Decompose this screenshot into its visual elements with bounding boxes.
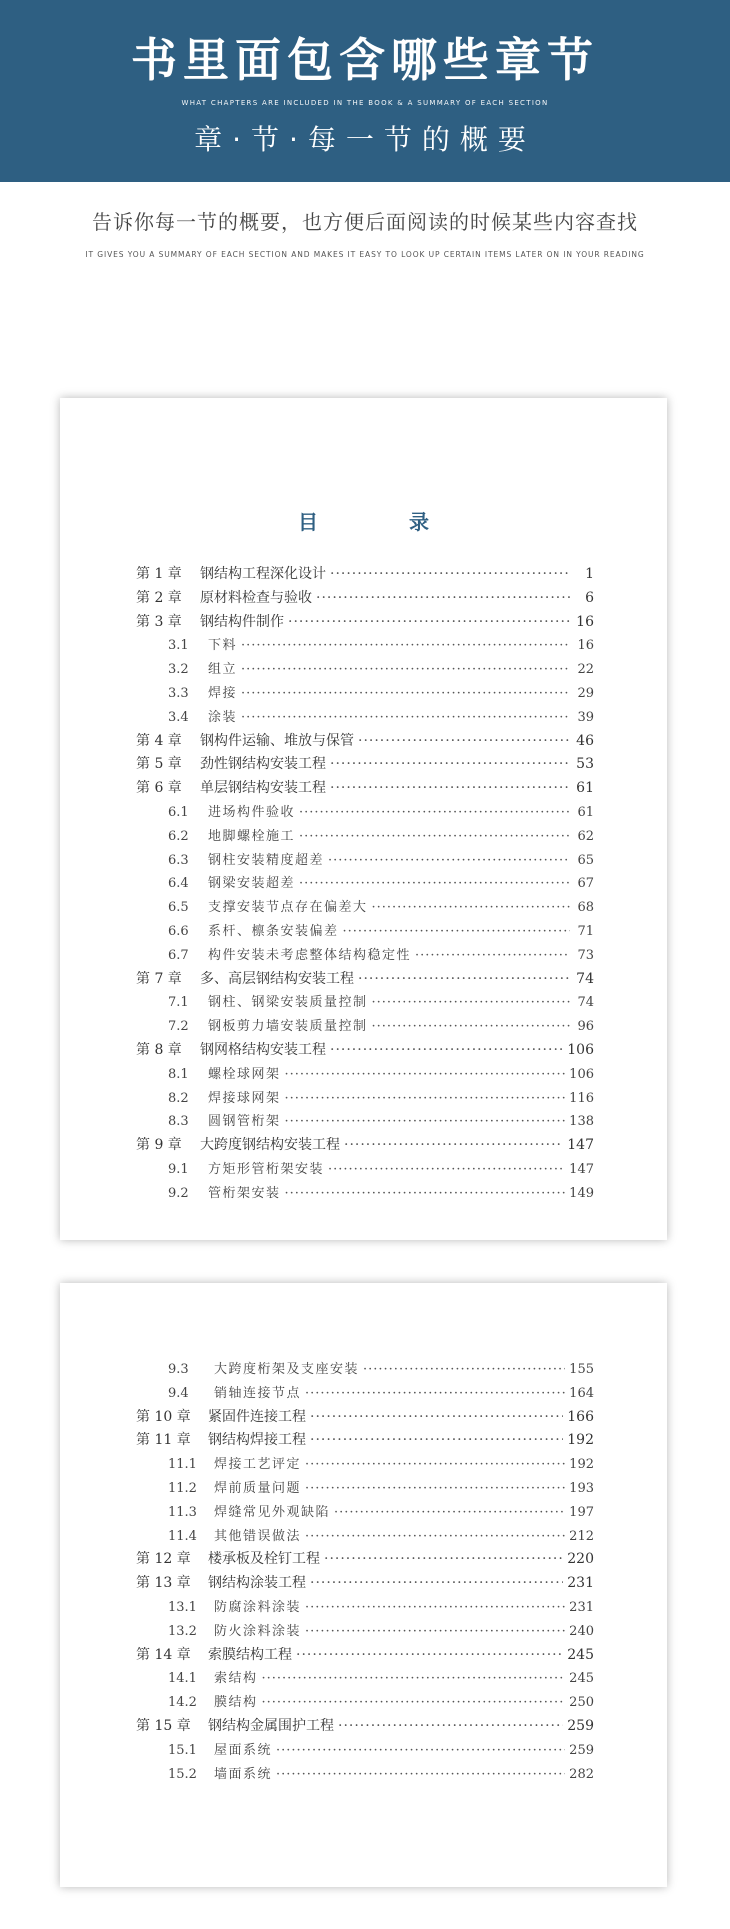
toc-entry-title: 支撑安装节点存在偏差大 [208,900,368,916]
toc-entry-number: 第 13 章 [136,1575,191,1592]
toc-chapter-entry [136,730,594,754]
toc-leader-dots [310,1572,563,1596]
toc-entry-page: 74 [576,970,594,987]
toc-chapter-entry [136,611,594,635]
toc-entry-title: 钢网格结构安装工程 [200,1041,326,1058]
toc-entry-page: 192 [569,1457,594,1473]
toc-chapter-entry [136,753,594,777]
banner-subtitle: 章·节·每一节的概要 [194,123,536,156]
toc-chapter-entry [136,1715,594,1739]
toc-entry-number: 13.2 [168,1623,197,1639]
toc-list [136,563,594,1206]
toc-entry-page: 245 [569,1671,594,1687]
toc-entry-number: 第 10 章 [136,1408,191,1425]
toc-leader-dots [310,1406,563,1430]
toc-entry-number: 14.2 [168,1695,197,1711]
toc-leader-dots [299,825,570,849]
toc-section-entry [136,1525,594,1549]
toc-entry-page: 116 [569,1090,594,1106]
toc-page-2 [60,1283,667,1887]
banner-title: 书里面包含哪些章节 [131,33,599,87]
toc-leader-dots [305,1453,565,1477]
toc-entry-title: 钢结构金属围护工程 [208,1717,334,1734]
toc-entry-page: 16 [576,613,594,630]
toc-entry-page: 96 [577,1019,594,1035]
toc-entry-page: 240 [569,1623,594,1639]
toc-leader-dots [330,563,570,587]
toc-entry-page: 46 [576,732,594,749]
toc-entry-number: 第 9 章 [136,1137,182,1154]
toc-entry-number: 15.1 [168,1742,197,1758]
toc-leader-dots [262,1667,566,1691]
toc-entry-title: 螺栓球网架 [208,1066,281,1082]
toc-chapter-entry [136,1039,594,1063]
toc-entry-page: 212 [569,1528,594,1544]
toc-entry-number: 6.4 [168,876,189,892]
toc-leader-dots [330,753,570,777]
toc-leader-dots [305,1596,565,1620]
toc-entry-title: 钢柱安装精度超差 [208,852,325,868]
toc-leader-dots [358,968,570,992]
toc-entry-title: 涂装 [208,709,238,725]
toc-entry-title: 焊接工艺评定 [214,1457,302,1473]
toc-entry-number: 14.1 [168,1671,197,1687]
toc-section-entry [136,658,594,682]
toc-entry-page: 73 [577,947,594,963]
toc-entry-title: 焊接 [208,685,238,701]
toc-entry-number: 第 12 章 [136,1551,191,1568]
toc-entry-page: 74 [577,995,594,1011]
toc-chapter-entry [136,1406,594,1430]
toc-section-entry [136,849,594,873]
toc-entry-page: 106 [567,1041,594,1058]
toc-section-entry [136,1158,594,1182]
toc-entry-number: 9.2 [168,1185,189,1201]
toc-section-entry [136,1063,594,1087]
toc-leader-dots [276,1739,565,1763]
toc-entry-title: 大跨度桁架及支座安装 [214,1362,360,1377]
toc-chapter-entry [136,1644,594,1668]
toc-section-entry [136,896,594,920]
header-banner [0,0,730,182]
toc-entry-page: 250 [569,1695,594,1711]
toc-section-entry [136,1087,594,1111]
toc-entry-page: 192 [567,1432,594,1449]
toc-entry-title: 其他错误做法 [214,1528,302,1544]
toc-leader-dots [372,1015,570,1039]
toc-leader-dots [241,658,570,682]
toc-entry-page: 259 [569,1742,594,1758]
toc-section-entry [136,682,594,706]
toc-leader-dots [358,730,570,754]
toc-section-entry [136,1015,594,1039]
toc-entry-title: 钢结构件制作 [200,613,284,630]
toc-section-entry [136,825,594,849]
toc-leader-dots [288,611,570,635]
toc-entry-title: 屋面系统 [214,1742,273,1758]
toc-chapter-entry [136,1572,594,1596]
toc-entry-number: 第 7 章 [136,970,182,987]
toc-entry-number: 11.3 [168,1504,197,1520]
toc-entry-number: 9.1 [168,1161,189,1177]
toc-entry-page: 65 [577,852,594,868]
toc-entry-page: 39 [577,709,594,725]
toc-leader-dots [285,1063,566,1087]
toc-entry-number: 3.4 [168,709,189,725]
toc-entry-title: 单层钢结构安装工程 [200,780,326,797]
toc-entry-title: 焊前质量问题 [214,1480,302,1496]
toc-leader-dots [372,991,570,1015]
toc-entry-title: 销轴连接节点 [214,1385,302,1401]
toc-entry-number: 第 5 章 [136,756,182,773]
toc-entry-title: 焊接球网架 [208,1090,281,1106]
toc-entry-page: 16 [577,638,594,654]
toc-leader-dots [285,1110,566,1134]
toc-section-entry [136,801,594,825]
toc-section-entry [136,1382,594,1406]
toc-entry-number: 第 3 章 [136,613,182,630]
toc-entry-number: 第 8 章 [136,1041,182,1058]
toc-entry-title: 索膜结构工程 [208,1646,292,1663]
toc-entry-page: 231 [567,1575,594,1592]
toc-entry-title: 索结构 [214,1671,258,1687]
toc-section-entry [136,991,594,1015]
toc-entry-number: 13.1 [168,1599,197,1615]
toc-leader-dots [241,682,570,706]
toc-chapter-entry [136,1134,594,1158]
toc-entry-number: 8.3 [168,1114,189,1130]
toc-leader-dots [343,920,570,944]
toc-entry-number: 9.3 [168,1362,189,1377]
toc-entry-title: 钢板剪力墙安装质量控制 [208,1019,368,1035]
intro-text-english: IT GIVES YOU A SUMMARY OF EACH SECTION AND MAKES IT EASY TO LOOK UP CERTAIN ITEMS LATER ON IN YOUR READING [85,250,645,259]
toc-leader-dots [285,1182,566,1206]
toc-entry-title: 系杆、檩条安装偏差 [208,923,339,939]
toc-section-entry [136,634,594,658]
toc-entry-number: 3.1 [168,638,189,654]
toc-entry-number: 11.4 [168,1528,197,1544]
toc-entry-number: 9.4 [168,1385,189,1401]
toc-entry-page: 71 [577,923,594,939]
toc-entry-title: 方矩形管桁架安装 [208,1161,325,1177]
toc-entry-title: 钢柱、钢梁安装质量控制 [208,995,368,1011]
toc-section-entry [136,706,594,730]
toc-entry-number: 7.1 [168,995,189,1011]
toc-page-1 [60,398,667,1240]
toc-section-entry [136,1763,594,1787]
toc-entry-page: 147 [569,1161,594,1177]
toc-entry-page: 220 [567,1551,594,1568]
toc-leader-dots [305,1620,565,1644]
toc-entry-number: 3.3 [168,685,189,701]
toc-chapter-entry [136,1548,594,1572]
toc-entry-title: 焊缝常见外观缺陷 [214,1504,331,1520]
toc-entry-title: 防火涂料涂装 [214,1623,302,1639]
toc-leader-dots [334,1501,565,1525]
toc-entry-title: 钢梁安装超差 [208,876,296,892]
toc-chapter-entry [136,587,594,611]
toc-entry-number: 第 4 章 [136,732,182,749]
toc-section-entry [136,1739,594,1763]
toc-section-entry [136,944,594,968]
toc-entry-number: 6.7 [168,947,189,963]
toc-entry-title: 原材料检查与验收 [200,589,312,606]
toc-entry-title: 紧固件连接工程 [208,1408,306,1425]
toc-leader-dots [310,1429,563,1453]
toc-entry-number: 7.2 [168,1019,189,1035]
toc-entry-page: 68 [577,900,594,916]
toc-entry-page: 62 [577,828,594,844]
toc-leader-dots [330,777,570,801]
toc-entry-title: 进场构件验收 [208,804,296,820]
toc-section-entry [136,1691,594,1715]
toc-entry-title: 防腐涂料涂装 [214,1599,302,1615]
toc-leader-dots [296,1644,563,1668]
toc-leader-dots [299,872,570,896]
toc-chapter-entry [136,968,594,992]
toc-leader-dots [305,1525,565,1549]
toc-entry-number: 第 1 章 [136,566,182,582]
toc-entry-page: 106 [569,1066,594,1082]
toc-entry-title: 大跨度钢结构安装工程 [200,1137,340,1154]
toc-entry-title: 楼承板及栓钉工程 [208,1551,320,1568]
toc-entry-number: 6.1 [168,804,189,820]
toc-entry-page: 155 [569,1362,594,1377]
toc-entry-title: 劲性钢结构安装工程 [200,756,326,773]
toc-entry-page: 164 [569,1385,594,1401]
toc-entry-page: 61 [577,804,594,820]
toc-section-entry [136,1453,594,1477]
toc-section-entry [136,920,594,944]
toc-entry-number: 8.1 [168,1066,189,1082]
toc-entry-number: 第 6 章 [136,780,182,797]
toc-entry-page: 138 [569,1114,594,1130]
toc-leader-dots [262,1691,566,1715]
toc-leader-dots [330,1039,563,1063]
toc-entry-page: 166 [567,1408,594,1425]
toc-entry-number: 11.1 [168,1457,197,1473]
toc-entry-number: 8.2 [168,1090,189,1106]
toc-entry-title: 构件安装未考虑整体结构稳定性 [208,947,412,963]
toc-entry-number: 6.5 [168,900,189,916]
toc-entry-page: 197 [569,1504,594,1520]
toc-entry-number: 第 2 章 [136,589,182,606]
toc-chapter-entry [136,563,594,587]
toc-section-entry [136,1501,594,1525]
toc-entry-title: 钢构件运输、堆放与保管 [200,732,354,749]
toc-entry-page: 282 [569,1766,594,1782]
toc-entry-title: 下料 [208,638,238,654]
toc-entry-title: 地脚螺栓施工 [208,828,296,844]
toc-entry-title: 多、高层钢结构安装工程 [200,970,354,987]
toc-entry-page: 259 [567,1717,594,1734]
toc-section-entry [136,1620,594,1644]
toc-leader-dots [363,1358,565,1382]
toc-entry-page: 29 [577,685,594,701]
toc-leader-dots [328,1158,565,1182]
toc-leader-dots [285,1087,566,1111]
toc-entry-number: 第 14 章 [136,1646,191,1663]
toc-entry-page: 231 [569,1599,594,1615]
toc-entry-title: 组立 [208,662,238,678]
toc-leader-dots [299,801,570,825]
toc-entry-page: 245 [567,1646,594,1663]
toc-leader-dots [344,1134,563,1158]
toc-entry-page: 1 [585,566,594,582]
toc-entry-title: 圆钢管桁架 [208,1114,281,1130]
toc-section-entry [136,1110,594,1134]
toc-section-entry [136,1358,594,1382]
toc-leader-dots [241,706,570,730]
toc-entry-title: 墙面系统 [214,1766,273,1782]
toc-leader-dots [305,1477,565,1501]
toc-entry-number: 15.2 [168,1766,197,1782]
intro-text-chinese: 告诉你每一节的概要，也方便后面阅读的时候某些内容查找 [92,210,638,234]
toc-entry-title: 膜结构 [214,1695,258,1711]
toc-entry-title: 钢结构焊接工程 [208,1432,306,1449]
toc-leader-dots [241,634,570,658]
toc-heading: 目 录 [298,510,471,534]
toc-entry-page: 61 [576,780,594,797]
toc-leader-dots [338,1715,563,1739]
toc-list [136,1358,594,1786]
toc-entry-page: 193 [569,1480,594,1496]
toc-entry-title: 钢结构工程深化设计 [200,566,326,582]
toc-leader-dots [305,1382,565,1406]
toc-entry-number: 6.3 [168,852,189,868]
toc-leader-dots [276,1763,565,1787]
toc-entry-page: 6 [585,589,594,606]
toc-entry-number: 6.2 [168,828,189,844]
toc-chapter-entry [136,777,594,801]
toc-entry-title: 管桁架安装 [208,1185,281,1201]
toc-section-entry [136,1667,594,1691]
toc-chapter-entry [136,1429,594,1453]
toc-section-entry [136,1182,594,1206]
toc-entry-number: 第 11 章 [136,1432,191,1449]
toc-entry-page: 147 [567,1137,594,1154]
toc-entry-page: 149 [569,1185,594,1201]
toc-leader-dots [316,587,570,611]
toc-leader-dots [324,1548,563,1572]
toc-entry-number: 3.2 [168,662,189,678]
toc-entry-page: 67 [577,876,594,892]
toc-section-entry [136,1596,594,1620]
banner-english-subtitle: WHAT CHAPTERS ARE INCLUDED IN THE BOOK & A SUMMARY OF EACH SECTION [181,99,549,107]
toc-leader-dots [372,896,570,920]
toc-section-entry [136,1477,594,1501]
toc-entry-number: 6.6 [168,923,189,939]
toc-entry-number: 11.2 [168,1480,197,1496]
toc-entry-number: 第 15 章 [136,1717,191,1734]
toc-leader-dots [328,849,570,873]
toc-leader-dots [415,944,570,968]
toc-entry-title: 钢结构涂装工程 [208,1575,306,1592]
toc-section-entry [136,872,594,896]
toc-entry-page: 53 [576,756,594,773]
toc-entry-page: 22 [577,662,594,678]
